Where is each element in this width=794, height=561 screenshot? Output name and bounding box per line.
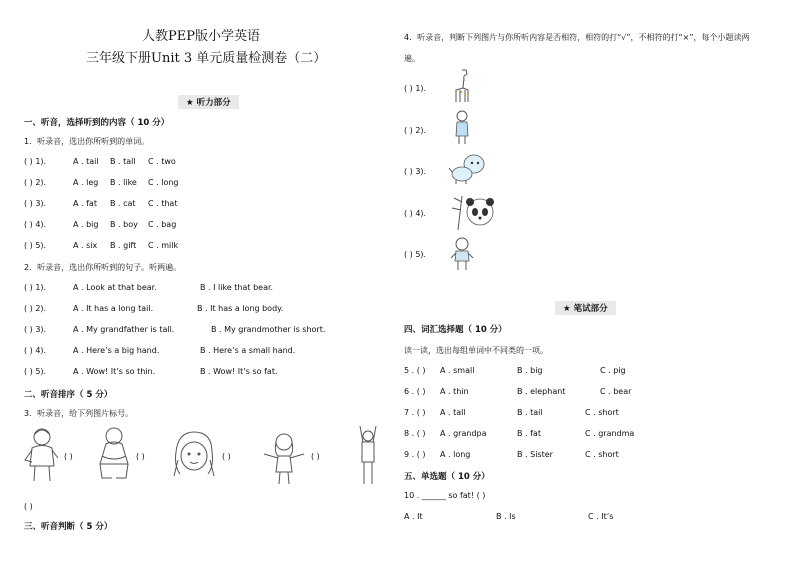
option-a: A . fat (73, 199, 97, 208)
picture-bracket-3: ( ) (222, 452, 231, 461)
option-a: A . thin (440, 387, 469, 396)
option-c: C . short (585, 408, 619, 417)
option-c: C . long (148, 178, 179, 187)
list-item: ( ) 5). (404, 250, 427, 259)
part4-title: 四、词汇选择题（ 10 分） (404, 325, 507, 335)
item-number: ( ) 4). (24, 346, 47, 355)
option-c: C . milk (148, 241, 179, 250)
option-b: B . tail (517, 408, 543, 417)
item-number: 6 . ( ) (404, 387, 426, 396)
option-b: B . fat (517, 429, 541, 438)
part2-title: 二、听音排序（ 5 分） (24, 390, 113, 400)
part3-title: 三、听音判断（ 5 分） (24, 522, 113, 532)
girl-arms-out-illustration (262, 432, 306, 486)
q10-option-b: B . Is (496, 512, 516, 521)
option-b: B . Sister (517, 450, 553, 459)
dog-illustration (448, 152, 488, 186)
part1-title: 一、听音，选择听到的内容（ 10 分） (24, 118, 170, 128)
picture-bracket-2: ( ) (136, 452, 145, 461)
option-a: A . grandpa (440, 429, 487, 438)
item-number: 5 . ( ) (404, 366, 426, 375)
doc-title-line2: 三年级下册Unit 3 单元质量检测卷（二） (86, 51, 327, 66)
item-number: ( ) 4). (24, 220, 47, 229)
option-b: B . It has a long body. (197, 304, 284, 313)
option-a: A . Here’s a big hand. (73, 346, 160, 355)
q10-option-a: A . It (404, 512, 423, 521)
q10-option-c: C . It’s (588, 512, 614, 521)
item-number: ( ) 5). (24, 367, 47, 376)
item-number: ( ) 3). (24, 199, 47, 208)
option-a: A . Look at that bear. (73, 283, 157, 292)
boy-standing-illustration (448, 236, 476, 272)
option-c: C . bag (148, 220, 177, 229)
option-a: A . six (73, 241, 98, 250)
picture-bracket-4: ( ) (311, 452, 320, 461)
list-item: ( ) 1). (404, 84, 427, 93)
option-c: C . bear (600, 387, 632, 396)
item-number: ( ) 1). (24, 157, 47, 166)
option-b: B . big (517, 366, 543, 375)
tall-person-illustration (356, 424, 380, 486)
option-b: B . My grandmother is short. (211, 325, 326, 334)
q4-instruction-line1: 4．听录音，判断下列图片与你所听内容是否相符，相符的打“√”，不相符的打“×”，每个小题读两 (404, 33, 750, 42)
option-b: B . Here’s a small hand. (200, 346, 296, 355)
option-b: B . elephant (517, 387, 566, 396)
giraffe-illustration (450, 68, 472, 104)
list-item: ( ) 3). (404, 167, 427, 176)
q3-instruction: 3．听录音，给下列图片标号。 (24, 409, 134, 418)
girl-standing-illustration (450, 110, 474, 146)
option-c: C . two (148, 157, 176, 166)
doc-title-line1: 人教PEP版小学英语 (142, 29, 260, 44)
boy-pointing-illustration (22, 426, 62, 484)
item-number: ( ) 3). (24, 325, 47, 334)
option-a: A . tall (440, 408, 466, 417)
list-item: ( ) 4). (404, 209, 427, 218)
panda-bamboo-illustration (450, 194, 496, 232)
option-c: C . pig (600, 366, 626, 375)
option-a: A . My grandfather is tall. (73, 325, 175, 334)
part5-title: 五、单选题（ 10 分） (404, 472, 490, 482)
q2-instruction: 2．听录音，选出你所听到的句子。听两遍。 (24, 263, 182, 272)
girl-face-illustration (170, 430, 218, 480)
picture-bracket-1: ( ) (64, 452, 73, 461)
item-number: ( ) 2). (24, 304, 47, 313)
option-a: A . small (440, 366, 475, 375)
option-b: B . like (110, 178, 137, 187)
item-number: 8 . ( ) (404, 429, 426, 438)
q10-stem: 10 . ______ so fat! ( ) (404, 491, 486, 500)
writing-heading: ★ 笔试部分 (555, 301, 616, 315)
item-number: 9 . ( ) (404, 450, 426, 459)
picture-bracket-5: ( ) (24, 502, 33, 511)
option-c: C . grandma (585, 429, 635, 438)
option-a: A . Wow! It’s so thin. (73, 367, 156, 376)
item-number: ( ) 2). (24, 178, 47, 187)
option-a: A . leg (73, 178, 99, 187)
option-b: B . boy (110, 220, 138, 229)
q1-instruction: 1．听录音，选出你所听到的单词。 (24, 137, 150, 146)
list-item: ( ) 2). (404, 126, 427, 135)
option-a: A . long (440, 450, 471, 459)
option-b: B . cat (110, 199, 136, 208)
option-a: A . tail (73, 157, 99, 166)
item-number: ( ) 1). (24, 283, 47, 292)
boy-crouching-illustration (94, 426, 134, 484)
option-b: B . I like that bear. (200, 283, 274, 292)
option-a: A . It has a long tail. (73, 304, 154, 313)
option-b: B . gift (110, 241, 137, 250)
option-c: C . short (585, 450, 619, 459)
listening-heading: ★ 听力部分 (178, 95, 239, 109)
q4-instruction-line2: 遍。 (404, 54, 420, 63)
part4-instruction: 读一读，选出每组单词中不同类的一项。 (404, 346, 548, 355)
option-a: A . big (73, 220, 99, 229)
option-b: B . Wow! It’s so fat. (200, 367, 278, 376)
option-b: B . tall (110, 157, 136, 166)
item-number: 7 . ( ) (404, 408, 426, 417)
option-c: C . that (148, 199, 178, 208)
item-number: ( ) 5). (24, 241, 47, 250)
